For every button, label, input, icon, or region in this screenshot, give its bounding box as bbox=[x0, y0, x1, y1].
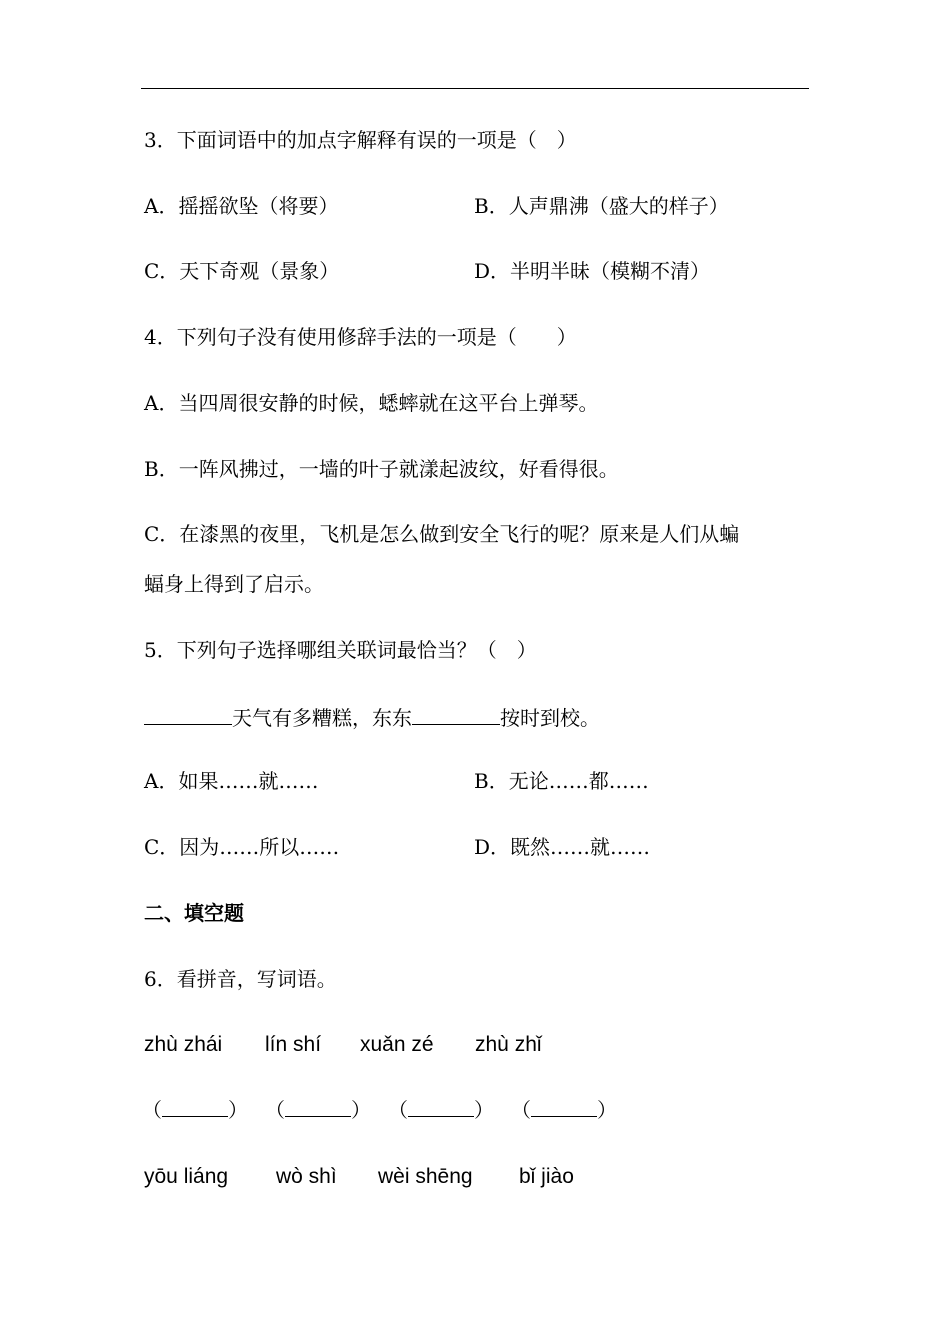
q3-stem: 3．下面词语中的加点字解释有误的一项是（ ） bbox=[144, 128, 577, 152]
q5-option-d: D．既然……就…… bbox=[474, 835, 651, 859]
q6-pinyin: yōu liáng bbox=[144, 1165, 229, 1188]
q4-option-c-line2: 蝠身上得到了启示。 bbox=[144, 572, 324, 596]
q6-pinyin: xuǎn zé bbox=[360, 1033, 434, 1056]
q4-option-a: A．当四周很安静的时候，蟋蟀就在这平台上弹琴。 bbox=[144, 391, 599, 415]
q6-answer-blank[interactable] bbox=[162, 1098, 228, 1117]
q6-pinyin: zhù zhǐ bbox=[475, 1033, 542, 1056]
q6-pinyin: wò shì bbox=[276, 1165, 337, 1188]
q3-option-a: A．摇摇欲坠（将要） bbox=[144, 194, 339, 218]
q6-pinyin: zhù zhái bbox=[144, 1033, 223, 1056]
q6-answer-box: （ ） bbox=[388, 1098, 494, 1122]
q5-option-b: B．无论……都…… bbox=[474, 769, 649, 793]
q4-option-c-line1: C．在漆黑的夜里，飞机是怎么做到安全飞行的呢？原来是人们从蝙 bbox=[144, 522, 740, 546]
q6-pinyin: bǐ jiào bbox=[519, 1165, 574, 1188]
q6-answer-blank[interactable] bbox=[531, 1098, 597, 1117]
q3-option-c: C．天下奇观（景象） bbox=[144, 259, 340, 283]
q6-answer-box: （ ） bbox=[511, 1098, 617, 1122]
q6-pinyin: lín shí bbox=[265, 1033, 322, 1056]
header-rule bbox=[141, 88, 809, 89]
q6-pinyin-row1 bbox=[144, 1033, 542, 1057]
q6-answer-row1 bbox=[142, 1098, 617, 1122]
q4-stem: 4．下列句子没有使用修辞手法的一项是（ ） bbox=[144, 325, 577, 349]
q6-answer-box: （ ） bbox=[265, 1098, 371, 1122]
q6-pinyin: wèi shēng bbox=[378, 1165, 473, 1188]
q5-sentence-part1: 天气有多糟糕，东东 bbox=[232, 706, 412, 730]
q3-option-d: D．半明半昧（模糊不清） bbox=[474, 259, 711, 283]
q6-stem: 6．看拼音，写词语。 bbox=[144, 967, 337, 991]
q6-answer-box: （ ） bbox=[142, 1098, 248, 1122]
q5-sentence bbox=[144, 704, 600, 730]
q3-option-b: B．人声鼎沸（盛大的样子） bbox=[474, 194, 729, 218]
q6-answer-blank[interactable] bbox=[285, 1098, 351, 1117]
q6-pinyin-row2 bbox=[144, 1165, 574, 1189]
q5-option-a: A．如果……就…… bbox=[144, 769, 319, 793]
section2-heading: 二、填空题 bbox=[144, 901, 244, 925]
q6-answer-blank[interactable] bbox=[408, 1098, 474, 1117]
q4-option-b: B．一阵风拂过，一墙的叶子就漾起波纹，好看得很。 bbox=[144, 457, 619, 481]
q5-stem: 5．下列句子选择哪组关联词最恰当？（ ） bbox=[144, 638, 537, 662]
q5-option-c: C．因为……所以…… bbox=[144, 835, 340, 859]
q5-sentence-part2: 按时到校。 bbox=[500, 706, 600, 730]
q5-blank-1 bbox=[144, 704, 232, 725]
q5-blank-2 bbox=[412, 704, 500, 725]
